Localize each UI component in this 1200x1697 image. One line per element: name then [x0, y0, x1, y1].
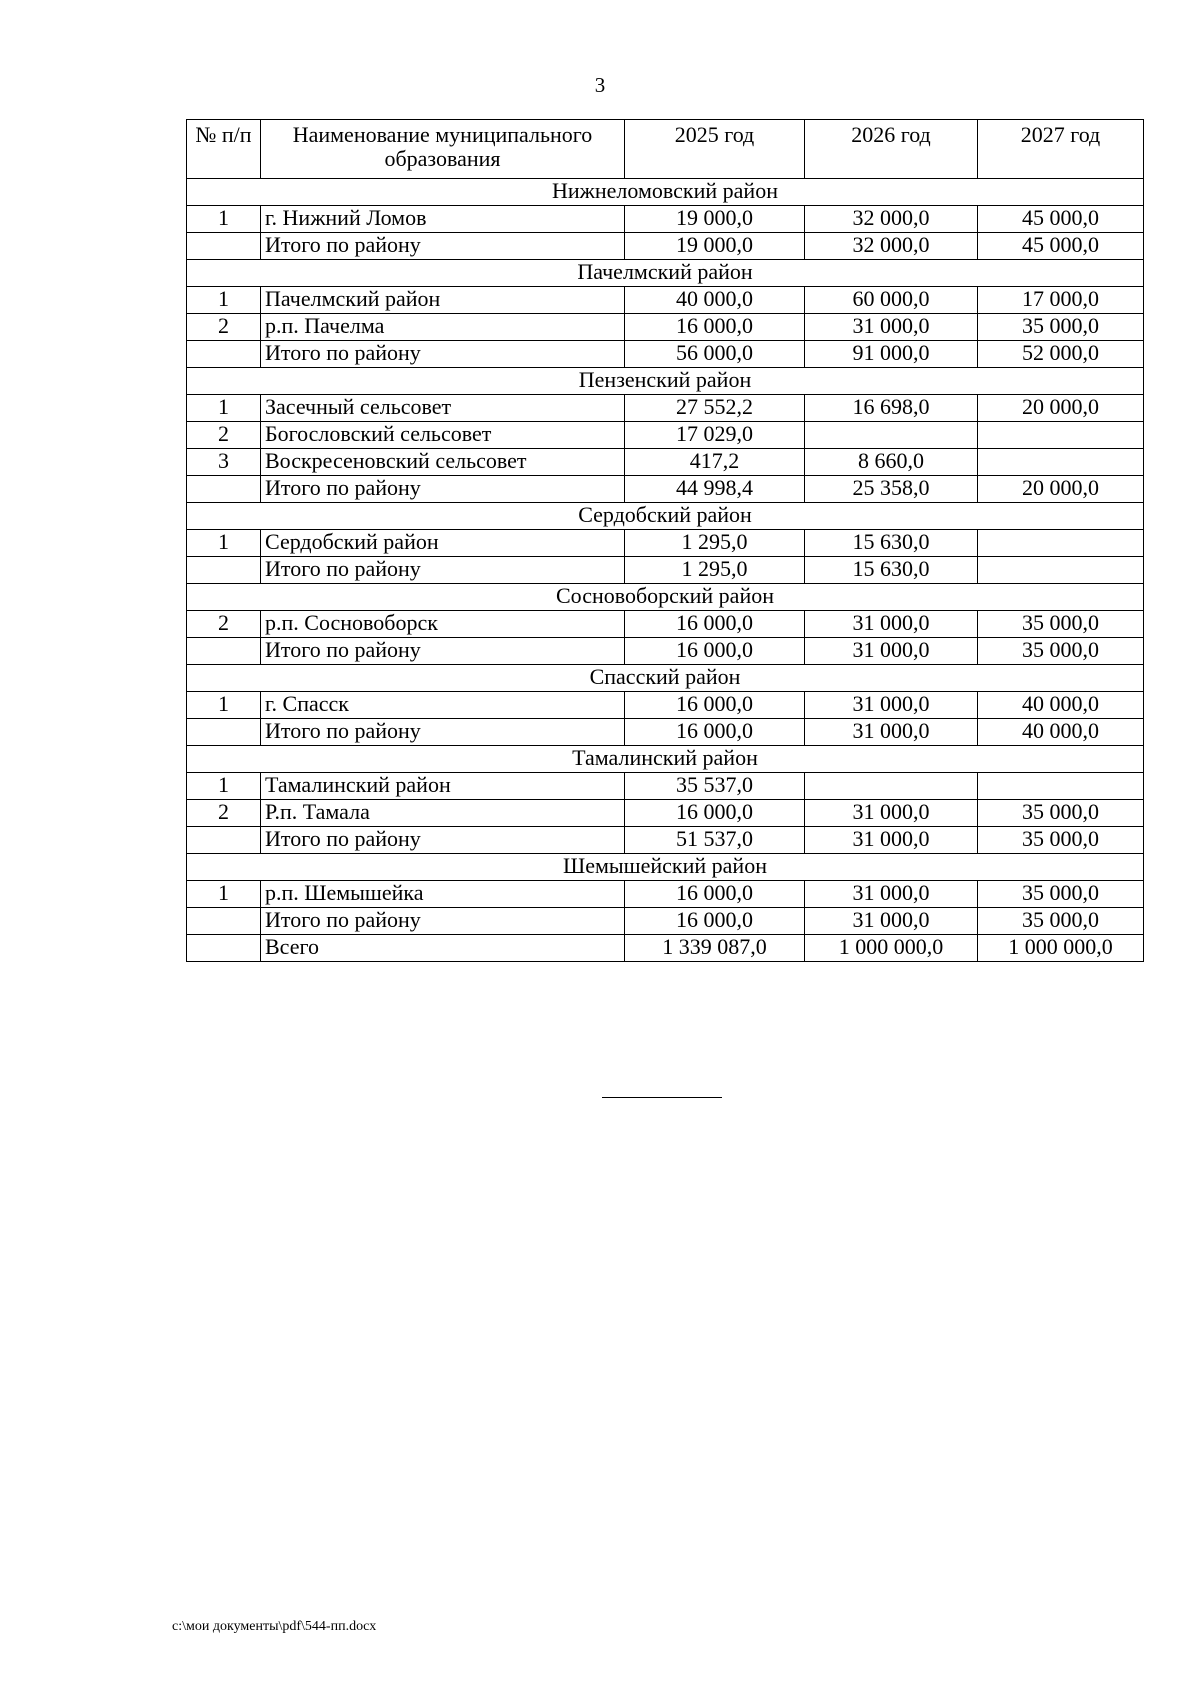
- row-number: [187, 638, 261, 665]
- value-2026: 31 000,0: [805, 314, 978, 341]
- row-number: [187, 341, 261, 368]
- value-2027: 1 000 000,0: [978, 935, 1144, 962]
- district-row: [187, 584, 1144, 611]
- district-name: Пензенский район: [187, 368, 1144, 395]
- value-2025: 1 295,0: [625, 530, 805, 557]
- table-row: [187, 449, 1144, 476]
- table-row: [187, 611, 1144, 638]
- district-row: [187, 665, 1144, 692]
- value-2027: 40 000,0: [978, 692, 1144, 719]
- value-2026: 91 000,0: [805, 341, 978, 368]
- value-2026: 60 000,0: [805, 287, 978, 314]
- value-2027: 45 000,0: [978, 233, 1144, 260]
- value-2026: 31 000,0: [805, 692, 978, 719]
- district-row: [187, 260, 1144, 287]
- row-number: 2: [187, 800, 261, 827]
- header-num: № п/п: [187, 120, 261, 179]
- municipality-name: р.п. Шемышейка: [261, 881, 625, 908]
- footer-file-path: c:\мои документы\pdf\544-пп.docx: [172, 1619, 377, 1634]
- value-2025: 40 000,0: [625, 287, 805, 314]
- value-2027: 35 000,0: [978, 638, 1144, 665]
- value-2025: 19 000,0: [625, 206, 805, 233]
- table-row: [187, 800, 1144, 827]
- value-2025: 27 552,2: [625, 395, 805, 422]
- value-2027: [978, 449, 1144, 476]
- table-header: [187, 120, 1144, 179]
- table-row: [187, 422, 1144, 449]
- table-row: [187, 233, 1144, 260]
- row-number: [187, 908, 261, 935]
- table-row: [187, 881, 1144, 908]
- row-number: 1: [187, 881, 261, 908]
- value-2025: 16 000,0: [625, 908, 805, 935]
- table-row: [187, 827, 1144, 854]
- district-row: [187, 503, 1144, 530]
- row-number: 3: [187, 449, 261, 476]
- municipality-name: Тамалинский район: [261, 773, 625, 800]
- municipality-name: Сердобский район: [261, 530, 625, 557]
- header-2027: 2027 год: [978, 120, 1144, 179]
- value-2026: 1 000 000,0: [805, 935, 978, 962]
- value-2026: 32 000,0: [805, 206, 978, 233]
- value-2025: 56 000,0: [625, 341, 805, 368]
- value-2026: 8 660,0: [805, 449, 978, 476]
- value-2025: 16 000,0: [625, 611, 805, 638]
- value-2026: 15 630,0: [805, 530, 978, 557]
- row-number: [187, 827, 261, 854]
- row-number: 1: [187, 773, 261, 800]
- value-2025: 1 295,0: [625, 557, 805, 584]
- table-row: [187, 530, 1144, 557]
- table-row: [187, 341, 1144, 368]
- district-row: [187, 368, 1144, 395]
- district-name: Сердобский район: [187, 503, 1144, 530]
- district-name: Пачелмский район: [187, 260, 1144, 287]
- allocation-table: [186, 119, 1144, 962]
- municipality-name: Богословский сельсовет: [261, 422, 625, 449]
- municipality-name: Пачелмский район: [261, 287, 625, 314]
- district-name: Сосновоборский район: [187, 584, 1144, 611]
- value-2025: 1 339 087,0: [625, 935, 805, 962]
- value-2025: 16 000,0: [625, 692, 805, 719]
- row-number: [187, 935, 261, 962]
- value-2025: 417,2: [625, 449, 805, 476]
- municipality-name: Итого по району: [261, 341, 625, 368]
- value-2026: [805, 422, 978, 449]
- page-number: 3: [594, 73, 606, 97]
- value-2027: 45 000,0: [978, 206, 1144, 233]
- end-of-document-line: [602, 1097, 722, 1098]
- municipality-name: Всего: [261, 935, 625, 962]
- table-row: [187, 287, 1144, 314]
- municipality-name: р.п. Пачелма: [261, 314, 625, 341]
- value-2027: 20 000,0: [978, 395, 1144, 422]
- header-2026: 2026 год: [805, 120, 978, 179]
- table-row: [187, 395, 1144, 422]
- table-row: [187, 908, 1144, 935]
- district-row: [187, 746, 1144, 773]
- district-row: [187, 179, 1144, 206]
- municipality-name: Итого по району: [261, 476, 625, 503]
- district-name: Спасский район: [187, 665, 1144, 692]
- value-2027: 20 000,0: [978, 476, 1144, 503]
- district-name: Нижнеломовский район: [187, 179, 1144, 206]
- row-number: 1: [187, 206, 261, 233]
- value-2025: 16 000,0: [625, 638, 805, 665]
- value-2027: 35 000,0: [978, 611, 1144, 638]
- row-number: [187, 557, 261, 584]
- row-number: 2: [187, 314, 261, 341]
- value-2026: 15 630,0: [805, 557, 978, 584]
- municipality-name: Итого по району: [261, 719, 625, 746]
- value-2026: 32 000,0: [805, 233, 978, 260]
- row-number: 1: [187, 530, 261, 557]
- value-2027: 35 000,0: [978, 314, 1144, 341]
- value-2027: 52 000,0: [978, 341, 1144, 368]
- row-number: 1: [187, 287, 261, 314]
- value-2026: 31 000,0: [805, 881, 978, 908]
- row-number: 2: [187, 611, 261, 638]
- header-row: [187, 120, 1144, 179]
- municipality-name: Засечный сельсовет: [261, 395, 625, 422]
- value-2026: [805, 773, 978, 800]
- municipality-name: г. Нижний Ломов: [261, 206, 625, 233]
- value-2027: 35 000,0: [978, 800, 1144, 827]
- municipality-name: Итого по району: [261, 233, 625, 260]
- header-name: Наименование муниципального образования: [261, 120, 625, 179]
- value-2025: 16 000,0: [625, 719, 805, 746]
- municipality-name: Итого по району: [261, 638, 625, 665]
- header-2025: 2025 год: [625, 120, 805, 179]
- table-row: [187, 773, 1144, 800]
- value-2025: 51 537,0: [625, 827, 805, 854]
- value-2026: 31 000,0: [805, 800, 978, 827]
- value-2026: 16 698,0: [805, 395, 978, 422]
- table-row: [187, 206, 1144, 233]
- value-2027: [978, 557, 1144, 584]
- district-row: [187, 854, 1144, 881]
- value-2027: [978, 773, 1144, 800]
- value-2025: 16 000,0: [625, 800, 805, 827]
- value-2026: 31 000,0: [805, 611, 978, 638]
- row-number: 2: [187, 422, 261, 449]
- row-number: [187, 719, 261, 746]
- value-2026: 31 000,0: [805, 719, 978, 746]
- row-number: [187, 476, 261, 503]
- district-name: Тамалинский район: [187, 746, 1144, 773]
- table-row: [187, 935, 1144, 962]
- value-2026: 31 000,0: [805, 827, 978, 854]
- row-number: 1: [187, 395, 261, 422]
- value-2027: 35 000,0: [978, 881, 1144, 908]
- value-2025: 44 998,4: [625, 476, 805, 503]
- value-2025: 35 537,0: [625, 773, 805, 800]
- municipality-name: р.п. Сосновоборск: [261, 611, 625, 638]
- value-2025: 17 029,0: [625, 422, 805, 449]
- table-row: [187, 557, 1144, 584]
- municipality-name: г. Спасск: [261, 692, 625, 719]
- table-body: [187, 179, 1144, 962]
- municipality-name: Воскресеновский сельсовет: [261, 449, 625, 476]
- value-2025: 19 000,0: [625, 233, 805, 260]
- table-row: [187, 476, 1144, 503]
- value-2026: 31 000,0: [805, 908, 978, 935]
- value-2026: 31 000,0: [805, 638, 978, 665]
- row-number: [187, 233, 261, 260]
- value-2025: 16 000,0: [625, 881, 805, 908]
- table-row: [187, 314, 1144, 341]
- value-2027: [978, 530, 1144, 557]
- table-row: [187, 719, 1144, 746]
- municipality-name: Итого по району: [261, 557, 625, 584]
- value-2027: 35 000,0: [978, 827, 1144, 854]
- value-2026: 25 358,0: [805, 476, 978, 503]
- district-name: Шемышейский район: [187, 854, 1144, 881]
- table-row: [187, 638, 1144, 665]
- value-2027: 17 000,0: [978, 287, 1144, 314]
- value-2025: 16 000,0: [625, 314, 805, 341]
- municipality-name: Р.п. Тамала: [261, 800, 625, 827]
- row-number: 1: [187, 692, 261, 719]
- value-2027: 35 000,0: [978, 908, 1144, 935]
- value-2027: [978, 422, 1144, 449]
- table-row: [187, 692, 1144, 719]
- municipality-name: Итого по району: [261, 827, 625, 854]
- value-2027: 40 000,0: [978, 719, 1144, 746]
- municipality-name: Итого по району: [261, 908, 625, 935]
